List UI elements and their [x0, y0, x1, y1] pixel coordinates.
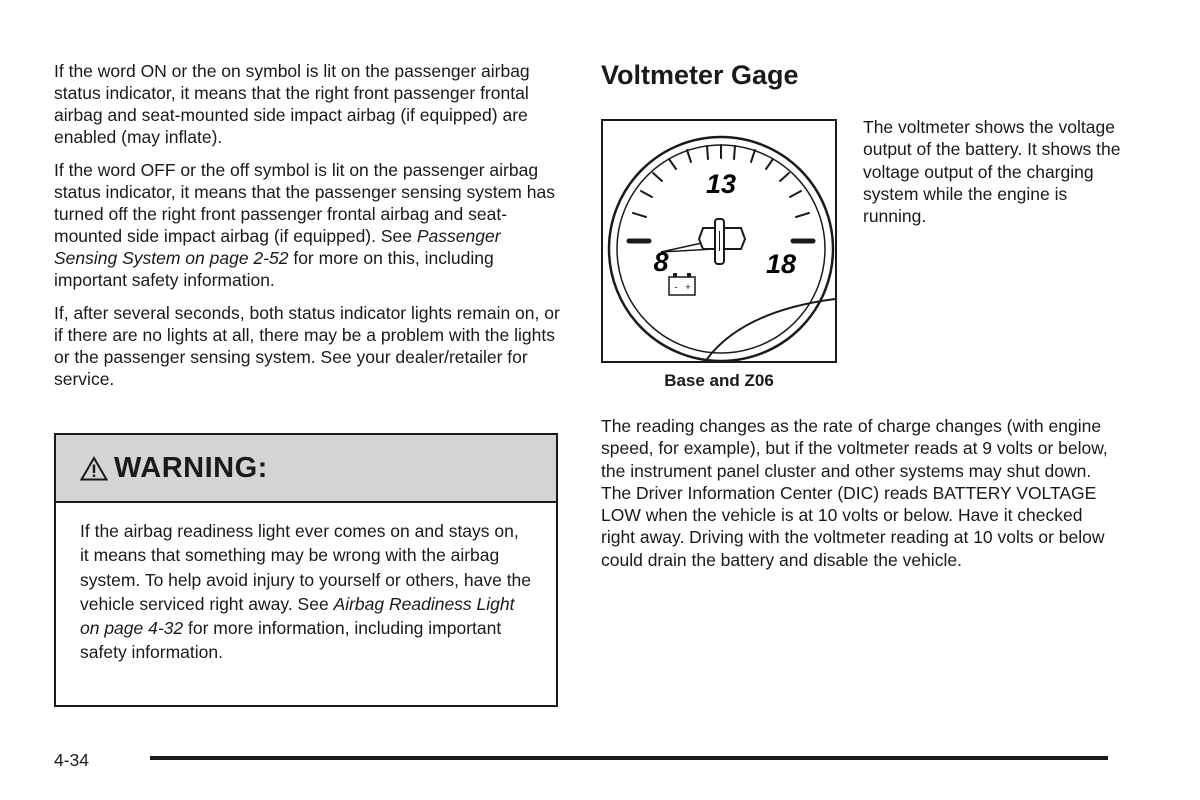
airbag-readiness-link[interactable]: Airbag Readiness Light on page 4-32 — [80, 593, 515, 639]
reading-section — [601, 415, 1121, 571]
paragraph-airbag-off-tail: for more on this, including important safety information. — [54, 248, 494, 290]
voltmeter-description — [863, 116, 1133, 227]
paragraph-airbag-off-text: If the word OFF or the off symbol is lit on the passenger airbag status indicator, it means that the passenger sensing system has turned off the right front passenger frontal airbag and seat-mounted side impact airbag (if equipped). See — [54, 160, 555, 246]
description-text: The voltmeter shows the voltage output of the battery. It shows the voltage output of the charging system while the engine is running. — [863, 117, 1121, 227]
paragraph-indicator-lights: If, after several seconds, both status indicator lights remain on, or if there are no lights at all, there may be a problem with the lights or the passenger sensing system. See your dealer/retailer for service. — [54, 303, 560, 389]
warning-text-start: If the airbag readiness light ever comes on and stays on, it means that something may be wrong with the airbag system. To help avoid injury to yourself or others, have the vehicle serviced right away. See — [80, 521, 532, 614]
footer-rule — [150, 756, 1108, 760]
scale-label-18: 18 — [765, 249, 797, 279]
warning-triangle-icon — [80, 456, 108, 481]
passenger-sensing-link[interactable]: Passenger Sensing System on page 2-52 — [54, 226, 501, 268]
scale-label-13: 13 — [705, 169, 737, 199]
battery-icon — [669, 273, 695, 295]
paragraph-airbag-off — [54, 159, 562, 291]
warning-title: WARNING: — [114, 451, 268, 484]
warning-box — [54, 433, 558, 707]
warning-text — [80, 519, 532, 665]
battery-plus-symbol: + — [685, 282, 691, 292]
warning-body — [56, 503, 556, 665]
battery-minus-symbol: - — [674, 282, 678, 292]
warning-text-end: for more information, including important safety information. — [80, 618, 502, 663]
right-column — [601, 60, 1141, 570]
warning-header — [56, 435, 556, 503]
page-number: 4-34 — [54, 750, 90, 770]
reading-text: The reading changes as the rate of charge changes (with engine speed, for example), but if the voltmeter reads at 9 volts or below, the instrument panel cluster and other systems may shut down. The Driver Information Center (DIC) reads BATTERY VOLTAGE LOW when the vehicle is at 10 volts or below. Have it checked right away. Driving with the voltmeter reading at 10 volts or below could drain the battery and disable the vehicle. — [601, 416, 1108, 570]
left-column — [54, 60, 562, 401]
voltmeter-gauge-illustration — [603, 121, 835, 361]
section-title: Voltmeter Gage — [601, 60, 799, 90]
paragraph-airbag-on: If the word ON or the on symbol is lit on the passenger airbag status indicator, it means that the right front passenger frontal airbag and seat-mounted side impact airbag (if equipped) are enabled (may inflate). — [54, 61, 530, 147]
figure-caption: Base and Z06 — [664, 371, 774, 390]
scale-label-8: 8 — [653, 247, 669, 277]
voltmeter-figure — [601, 119, 837, 363]
